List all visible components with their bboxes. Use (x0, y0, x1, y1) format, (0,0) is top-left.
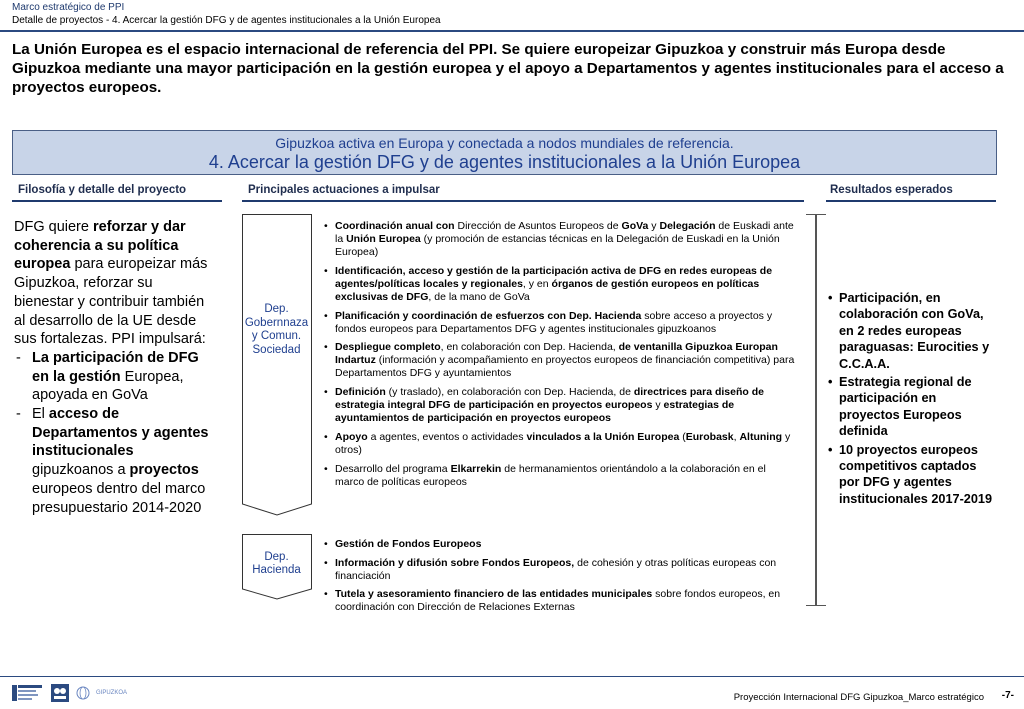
action-text: , y en (522, 277, 552, 290)
action-bold-text: Información y difusión sobre Fondos Europeos, (335, 556, 575, 569)
action-text: (y promoción de estancias técnicas en la Delegación de Euskadi en la Unión Europea) (335, 233, 780, 259)
action-bold-text: Identificación, acceso y gestión de la participación activa de DFG en redes europeas de agentes/políticas locales y regionales (335, 264, 773, 290)
action-text: (y traslado), en colaboración con Dep. Hacienda, de (385, 386, 634, 399)
action-item (324, 220, 796, 259)
action-text: (información y acompañamiento en proyectos europeos de financiación competitiva) para Departamentos DFG y ayuntamientos (335, 354, 795, 380)
department-gobernanza: Dep. Gobernnaza y Comun. Sociedad (244, 303, 309, 356)
action-item (324, 588, 796, 614)
action-text: , (733, 430, 740, 443)
action-text: y otros) (335, 430, 791, 456)
department-hacienda: Dep. Hacienda (252, 550, 301, 576)
footer-divider (0, 676, 1024, 677)
globe-logo-icon (76, 686, 90, 700)
column-rule-actions (242, 200, 804, 202)
page-number: -7- (1001, 690, 1014, 701)
action-item (324, 557, 796, 583)
action-bold-text: de ventanilla Gipuzkoa Europan Indartuz (335, 341, 778, 367)
actions-bracket (806, 214, 816, 606)
intro-text: La Unión Europea es el espacio internacional de referencia del PPI. Se quiere europeizar Gipuzkoa y construir más Europa desde Gipuzkoa mediante una mayor participación en la gestión europea y el apoyo a Departamentos y agentes institucionales para el acceso a proyectos europeos. (12, 41, 1004, 96)
action-bold-text: Planificación y coordinación de esfuerzos con Dep. Hacienda (335, 309, 642, 322)
action-item (324, 431, 796, 457)
gipuzkoa-logo-text: GIPUZKOA (96, 689, 128, 696)
action-bold-text: Delegación (659, 220, 716, 232)
column-header-philosophy: Filosofía y detalle del proyecto (18, 184, 187, 196)
action-text: , de la mano de GoVa (428, 290, 530, 303)
action-bold-text: Coordinación anual con (335, 220, 455, 232)
action-text: de hermanamientos orientándolo a la colaboración en el marco de políticas europeos (335, 462, 766, 488)
header-section: Marco estratégico de PPI (12, 2, 125, 13)
header-divider (0, 30, 1024, 32)
action-bold-text: directrices para diseño de estrategia integral DFG de participación en proyectos europeos (335, 386, 764, 412)
result-item: • Participación, en colaboración con GoVa, en 2 redes europeas paraguasas: Eurocities y C.C.A.A. (828, 290, 996, 372)
action-item (324, 386, 796, 425)
action-bold-text: Gestión de Fondos Europeos (335, 538, 482, 550)
footer-text: Proyección Internacional DFG Gipuzkoa_Marco estratégico (733, 692, 984, 703)
action-item (324, 341, 796, 380)
action-item (324, 265, 796, 304)
action-bold-text: Altuning (739, 430, 783, 443)
column-rule-results (826, 200, 996, 202)
results-list (828, 290, 996, 509)
result-item: • Estrategia regional de participación en proyectos Europeos definida (828, 374, 996, 440)
action-text: Dirección de Asuntos Europeos de (454, 220, 622, 232)
action-text: sobre acceso a proyectos y fondos europeos para Departamentos DFG y agentes institucionales gipuzkoanos (335, 309, 773, 335)
shield-logo-icon (50, 683, 70, 703)
action-bold-text: Definición (335, 386, 386, 399)
philosophy-paragraph: DFG quiere reforzar y dar coherencia a su política europea para europeizar más Gipuzkoa, reforzar su bienestar y contribuir también al desarrollo de la UE desde sus fortalezas. PPI impulsará: (14, 219, 208, 348)
philosophy-list-item: - El acceso de Departamentos y agentes institucionales gipuzkoanos a proyectos europeos dentro del marco presupuestario 2014-2020 (14, 405, 214, 517)
philosophy-list (14, 349, 214, 517)
results-bracket (816, 214, 826, 606)
project-banner (12, 130, 997, 175)
action-text: ( (679, 430, 686, 443)
action-bold-text: GoVa (621, 220, 649, 232)
action-text: a agentes, eventos o actividades (367, 430, 527, 443)
action-item (324, 463, 796, 489)
actions-list-gobernanza (324, 220, 796, 494)
action-text: Desarrollo del programa (335, 462, 451, 475)
footer-logos (12, 682, 127, 704)
actions-list-hacienda (324, 538, 796, 620)
action-bold-text: Apoyo (335, 430, 368, 443)
column-rule-philosophy (12, 200, 222, 202)
result-item: • 10 proyectos europeos competitivos captados por DFG y agentes institucionales 2017-2019 (828, 442, 996, 508)
column-header-results: Resultados esperados (830, 184, 953, 196)
diputacion-logo-icon (12, 683, 44, 703)
action-bold-text: estrategias de ayuntamientos de participación en proyectos europeos (335, 399, 735, 425)
banner-title: 4. Acercar la gestión DFG y de agentes institucionales a la Unión Europea (208, 152, 801, 172)
header-subtitle: Detalle de proyectos - 4. Acercar la gestión DFG y de agentes institucionales a la Unión Europea (12, 15, 441, 26)
action-text: y (648, 220, 660, 232)
action-bold-text: Eurobask (685, 430, 734, 443)
action-bold-text: Elkarrekin (450, 462, 502, 475)
action-bold-text: Despliegue completo (335, 341, 441, 354)
philosophy-list-item: - La participación de DFG en la gestión Europea, apoyada en GoVa (14, 349, 214, 405)
action-text: y (652, 399, 664, 412)
action-bold-text: Unión Europea (346, 233, 421, 246)
action-item (324, 310, 796, 336)
action-text: de cohesión y otras políticas europeas con financiación (335, 556, 777, 582)
action-item (324, 538, 796, 551)
action-bold-text: Tutela y asesoramiento financiero de las entidades municipales (335, 588, 653, 601)
column-header-actions: Principales actuaciones a impulsar (248, 184, 440, 196)
banner-subtitle: Gipuzkoa activa en Europa y conectada a nodos mundiales de referencia. (275, 135, 734, 151)
philosophy-text (14, 218, 214, 517)
action-text: sobre fondos europeos, en coordinación con Dirección de Relaciones Externas (335, 588, 781, 614)
action-text: , en colaboración con Dep. Hacienda, (440, 341, 619, 354)
action-bold-text: vinculados a la Unión Europea (526, 430, 680, 443)
action-bold-text: órganos de gestión europeos en políticas exclusivas de DFG (335, 277, 760, 303)
action-text: de Euskadi ante la (335, 220, 794, 246)
